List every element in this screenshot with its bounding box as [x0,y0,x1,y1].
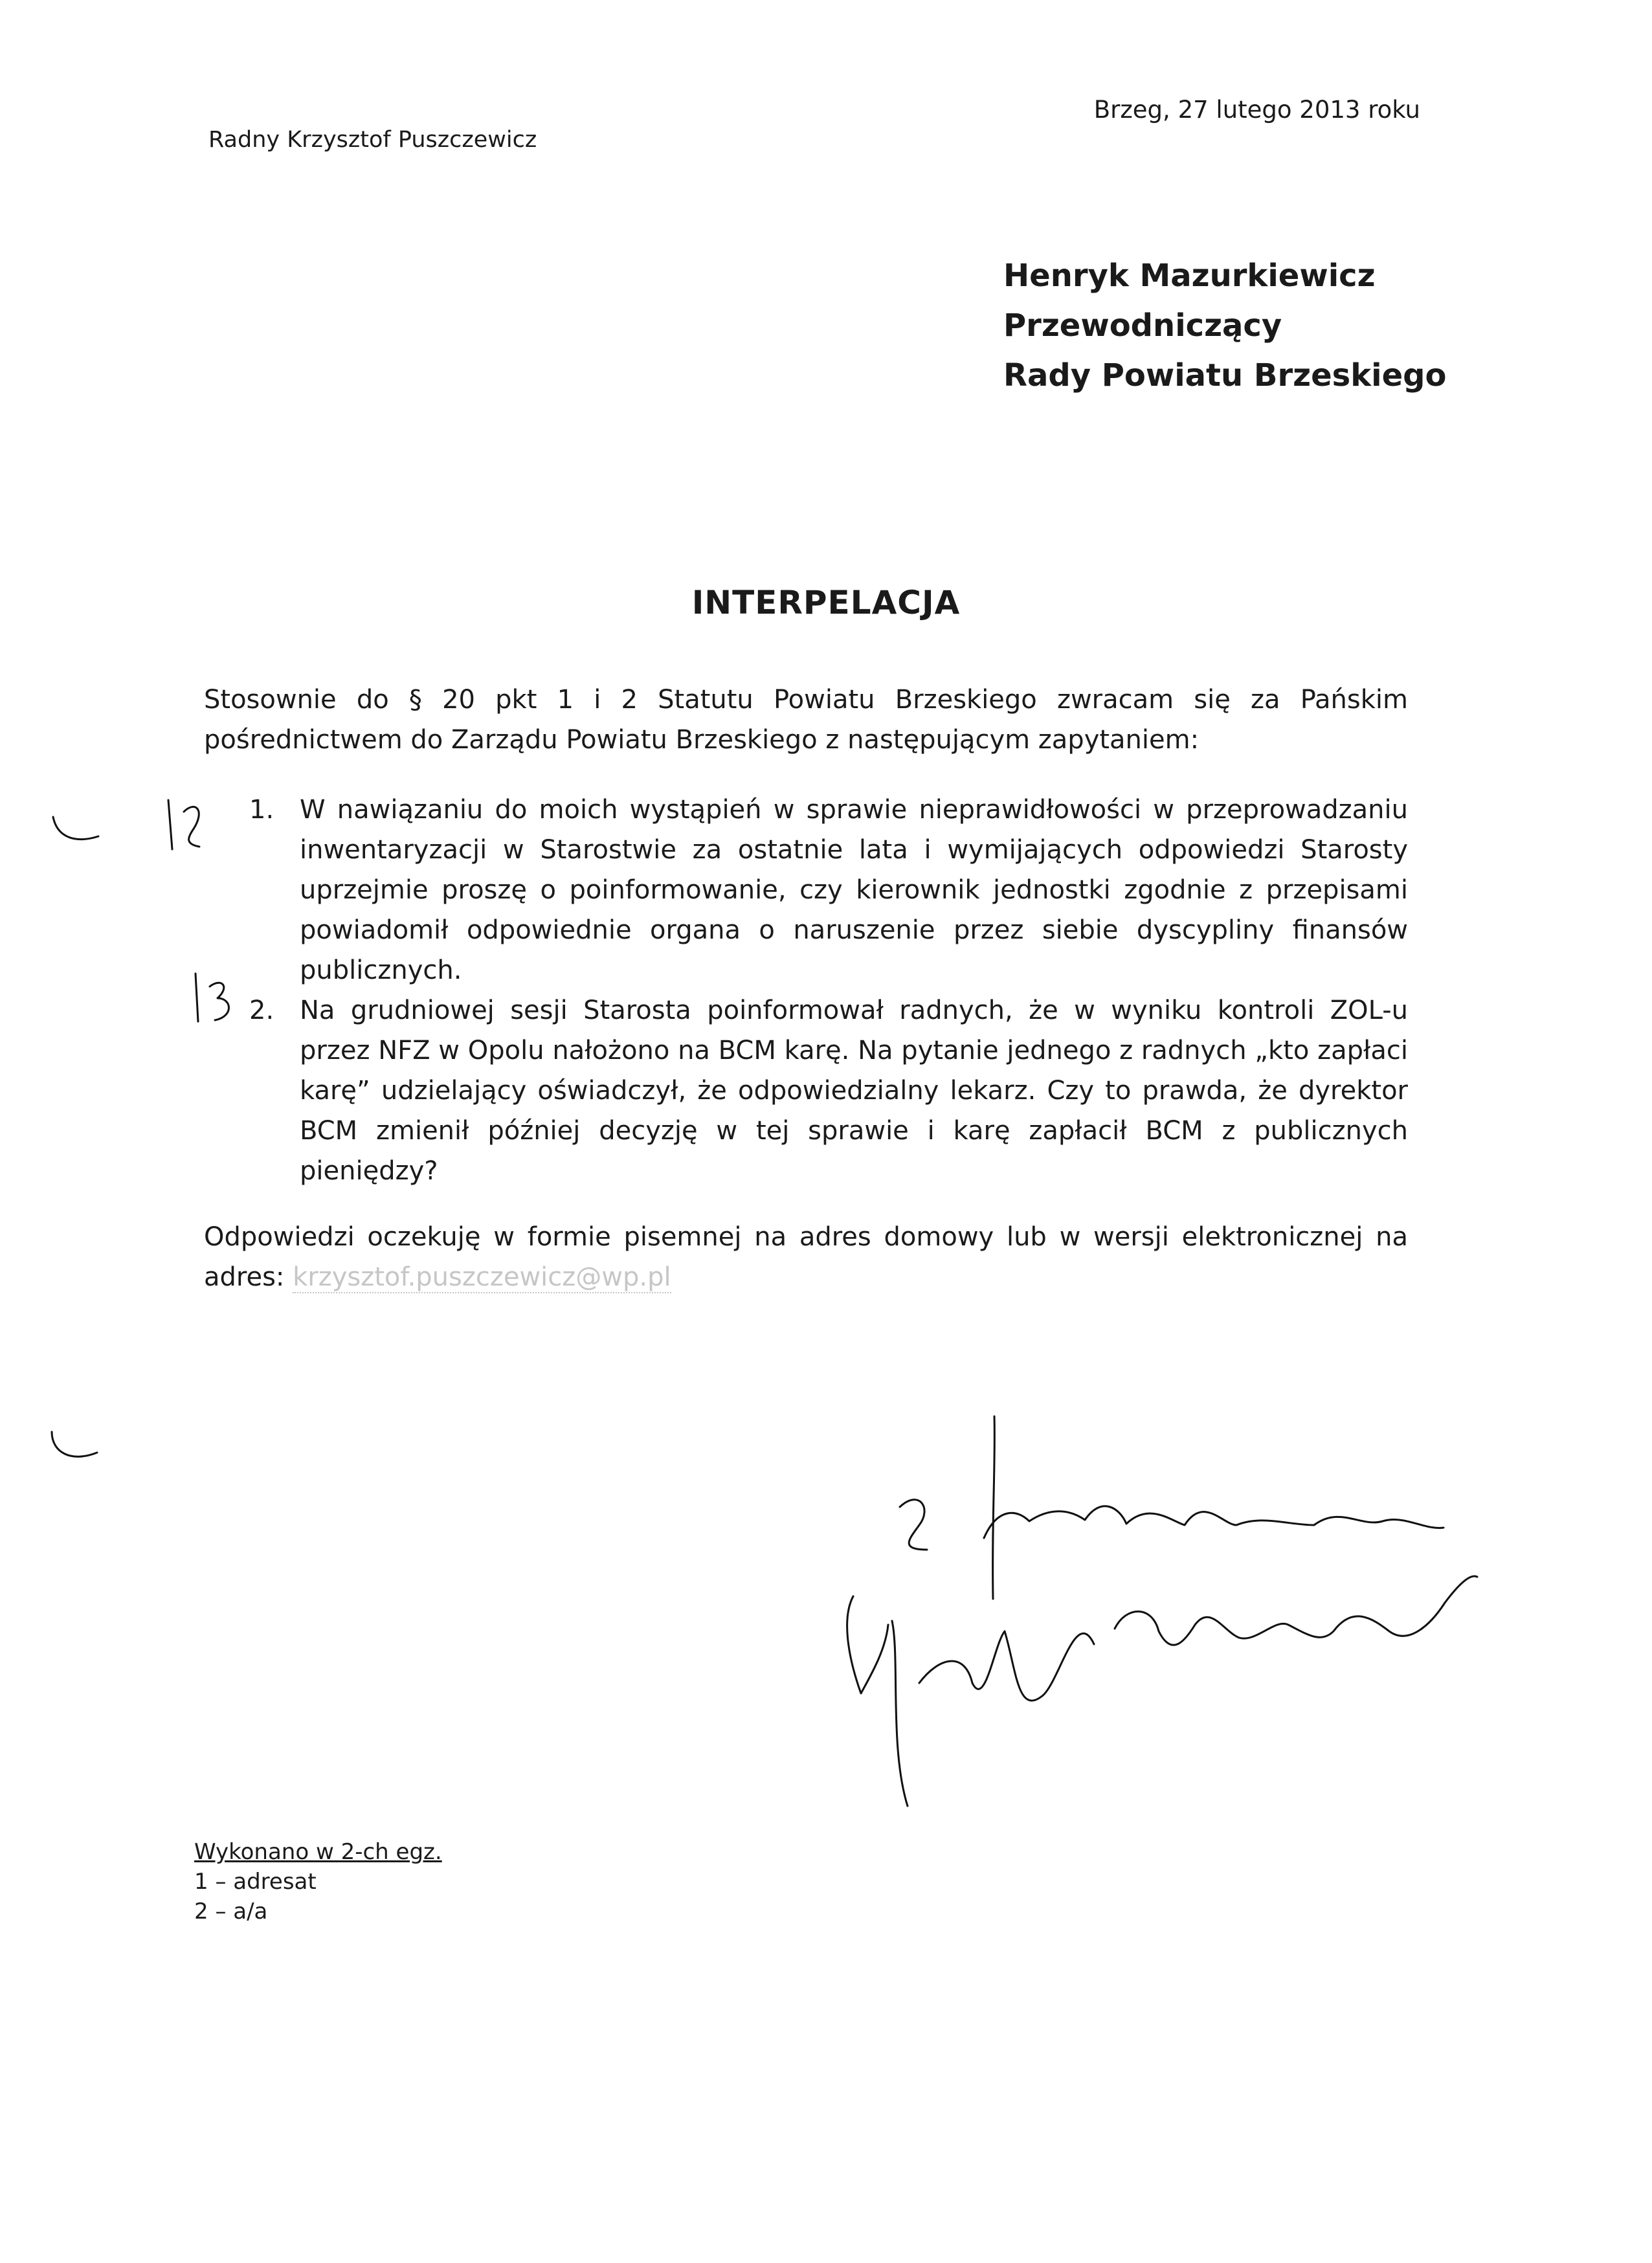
document-date: Brzeg, 27 lutego 2013 roku [1093,96,1420,124]
question-list [249,790,1408,1191]
margin-note-13 [189,964,247,1036]
copies-line-2: 2 – a/a [194,1899,268,1924]
addressee-body: Rady Powiatu Brzeskiego [1003,357,1447,394]
copies-line-1: 1 – adresat [194,1869,317,1895]
email-address[interactable]: krzysztof.puszczewicz@wp.pl [293,1262,671,1292]
closing-paragraph [204,1217,1408,1297]
margin-note-12 [159,791,218,862]
question-number: 2. [249,996,274,1025]
sender-name: Radny Krzysztof Puszczewicz [208,127,537,153]
copies-note [194,1837,442,1926]
document-title: INTERPELACJA [691,584,961,621]
margin-tick-mark [48,810,106,856]
addressee-block [1003,251,1446,401]
question-item-2 [249,990,1408,1191]
addressee-name: Henryk Mazurkiewicz [1003,258,1376,294]
closing-text: Odpowiedzi oczekuję w formie pisemnej na adres domowy lub w wersji elektronicznej na adres: [204,1222,1408,1292]
question-item-1 [249,790,1408,990]
question-text: Na grudniowej sesji Starosta poinformował radnych, że w wyniku kontroli ZOL-u przez NFZ w Opolu nałożono na BCM karę. Na pytanie jednego z radnych „kto zapłaci karę” udzielający oświadczył, że odpowiedzialny lekarz. Czy to prawda, że dyrektor BCM zmienił później decyzję w tej sprawie i karę zapłacił BCM z publicznych pieniędzy? [300,996,1408,1186]
copies-heading: Wykonano w 2-ch egz. [194,1839,442,1865]
handwritten-signature [822,1411,1482,1838]
intro-paragraph: Stosownie do § 20 pkt 1 i 2 Statutu Powiatu Brzeskiego zwracam się za Pańskim pośrednictwem do Zarządu Powiatu Brzeskiego z następującym zapytaniem: [204,685,1408,755]
question-text: W nawiązaniu do moich wystąpień w sprawie nieprawidłowości w przeprowadzaniu inwentaryzacji w Starostwie za ostatnie lata i wymijających odpowiedzi Starosty uprzejmie proszę o poinformowanie, czy kierownik jednostki zgodnie z przepisami powiadomił odpowiednie organa o naruszenie przez siebie dyscypliny finansów publicznych. [300,795,1408,985]
margin-tick-mark [45,1427,104,1472]
question-number: 1. [249,795,274,825]
addressee-role: Przewodniczący [1003,307,1282,344]
